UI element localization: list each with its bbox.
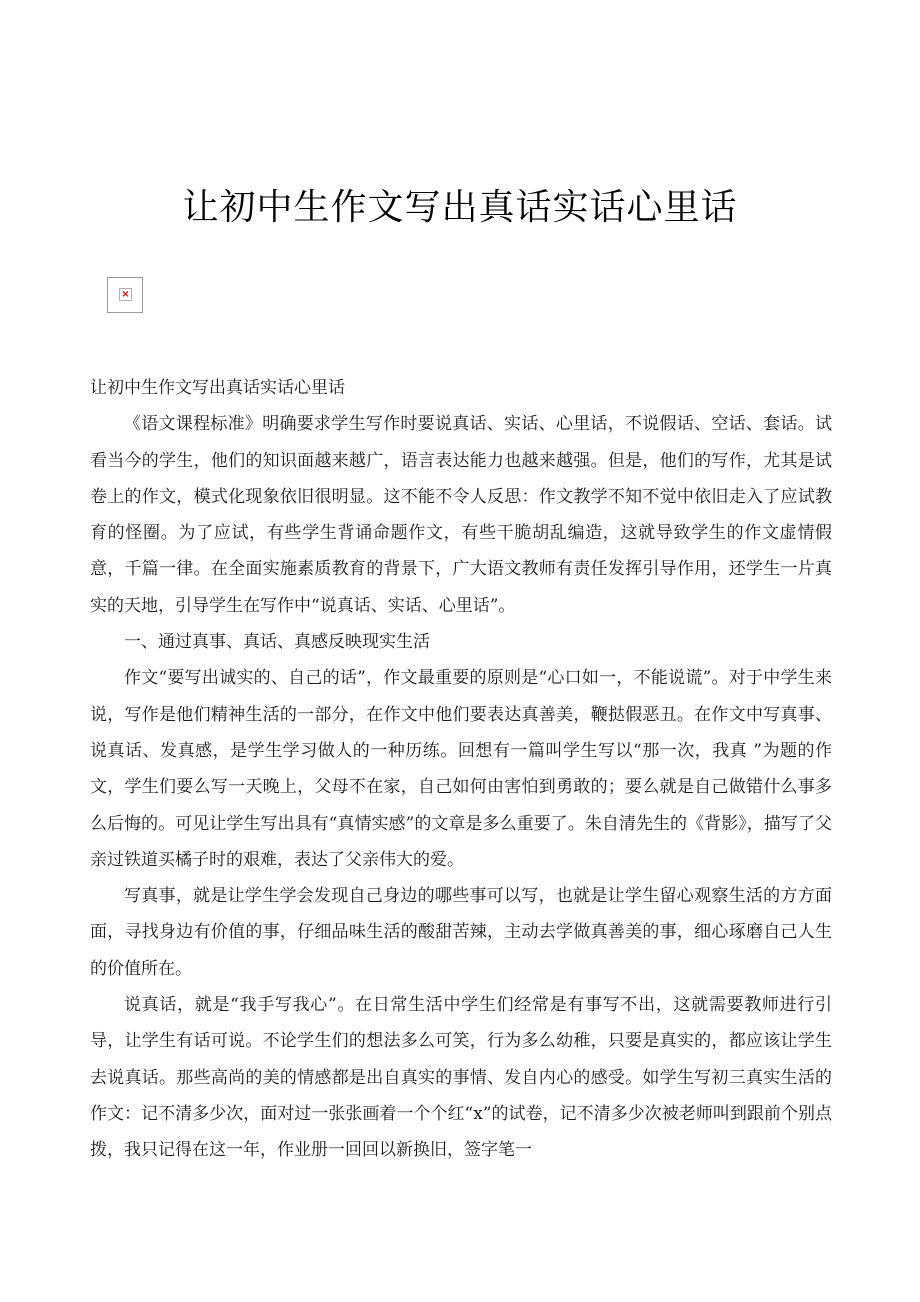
section-heading: 一、通过真事、真话、真感反映现实生活 [124,632,430,653]
paragraph: 作文“要写出诚实的、自己的话”，作文最重要的原则是“心口如一，不能说谎”。对于中学生来说，写作是他们精神生活的一部分，在作文中他们要表达真善美，鞭挞假恶丑。在作文中写真事、说真话、发真感，是学生学习做人的一种历练。回想有一篇叫学生写以“那一次，我真 ”为题的作文，学生们要么写一天晚上，父母不在家，自己如何由害怕到勇敢的；要么就是自己做错什么事多么后悔的。可见让学生写出具有“真情实感”的文章是多么重要了。朱自清先生的《背影》，描写了父亲过铁道买橘子时的艰难，表达了父亲伟大的爱。 [90,668,832,870]
document-title: 让初中生作文写出真话实话心里话 [182,187,738,228]
broken-image-icon [107,277,143,313]
paragraph: 写真事，就是让学生学会发现自己身边的哪些事可以写，也就是让学生留心观察生活的方方面面，寻找身边有价值的事，仔细品味生活的酸甜苦辣，主动去学做真善美的事，细心琢磨自己人生的价值所在。 [90,886,832,979]
broken-image-x-icon: × [119,288,132,301]
paragraph: 说真话，就是“我手写我心”。在日常生活中学生们经常是有事写不出，这就需要教师进行引导，让学生有话可说。不论学生们的想法多么可笑，行为多么幼稚，只要是真实的，都应该让学生去说真话。那些高尚的美的情感都是出自真实的事情、发自内心的感受。如学生写初三真实生活的作文：记不清多少次，面对过一张张画着一个个红“x”的试卷，记不清多少次被老师叫到跟前个别点拨，我只记得在这一年，作业册一回回以新换旧，签字笔一 [90,995,832,1161]
document-subtitle: 让初中生作文写出真话实话心里话 [90,378,345,398]
document-body [90,370,832,1169]
paragraph: 《语文课程标准》明确要求学生写作时要说真话、实话、心里话，不说假话、空话、套话。试看当今的学生，他们的知识面越来越广，语言表达能力也越来越强。但是，他们的写作，尤其是试卷上的作文，模式化现象依旧很明显。这不能不令人反思：作文教学不知不觉中依旧走入了应试教育的怪圈。为了应试，有些学生背诵命题作文，有些干脆胡乱编造，这就导致学生的作文虚情假意，千篇一律。在全面实施素质教育的背景下，广大语文教师有责任发挥引导作用，还学生一片真实的天地，引导学生在写作中“说真话、实话、心里话”。 [90,414,832,616]
